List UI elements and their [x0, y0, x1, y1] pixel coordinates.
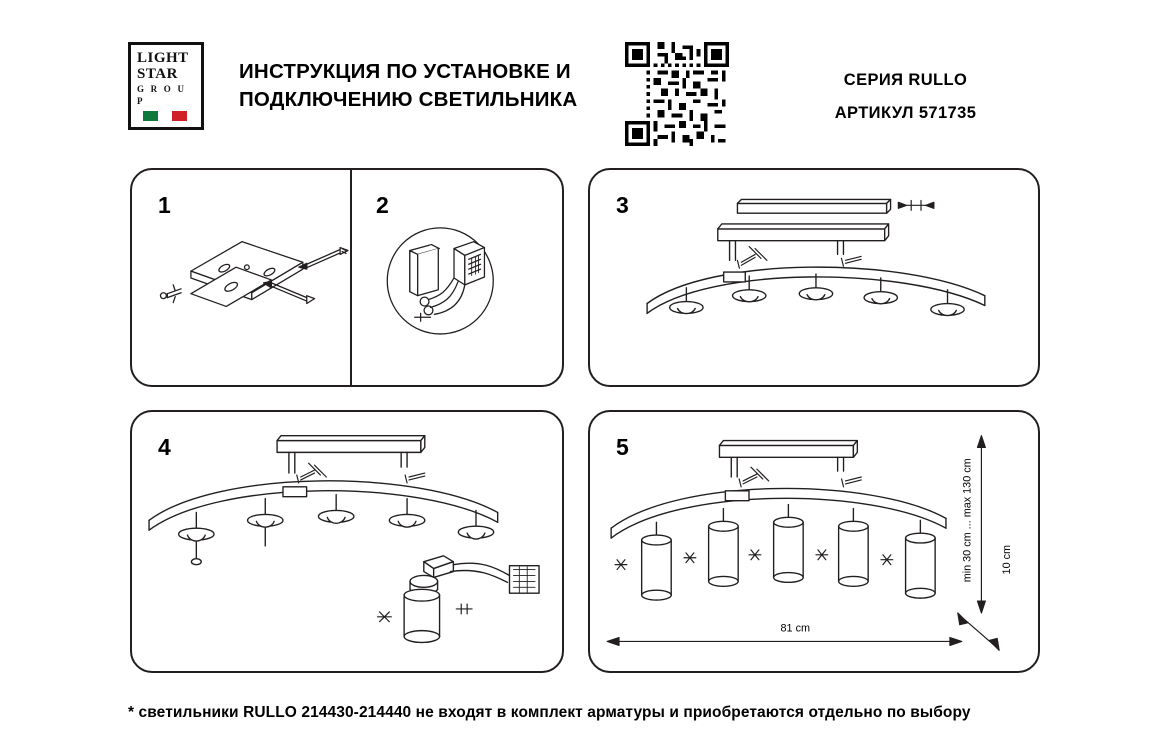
step-4-illustration: [132, 412, 562, 671]
dimension-depth-label: 10 cm: [1000, 544, 1013, 575]
page-title-line-2: ПОДКЛЮЧЕНИЮ СВЕТИЛЬНИКА: [239, 88, 578, 111]
step-number-3: 3: [616, 192, 629, 218]
logo-line-3: G R O U P: [137, 84, 187, 106]
panel-divider: [350, 170, 352, 385]
step-panel-4: [130, 410, 564, 673]
step-number-5: 5: [616, 434, 629, 460]
step-1-2-illustration: [132, 170, 562, 385]
step-number-2: 2: [376, 192, 389, 218]
page-title-line-1: ИНСТРУКЦИЯ ПО УСТАНОВКЕ И: [239, 60, 571, 83]
header: [128, 36, 1043, 136]
italian-flag-icon: [143, 111, 187, 121]
step-panel-1-2: [130, 168, 564, 387]
product-info: [768, 64, 1043, 130]
article-label: АРТИКУЛ 571735: [834, 104, 977, 122]
dimension-width-label: 81 cm: [780, 622, 811, 635]
step-panel-3: [588, 168, 1040, 387]
logo-line-1: LIGHT: [137, 50, 189, 66]
dimension-height-label: min 30 cm ... max 130 cm: [961, 458, 974, 583]
qr-code-icon: [625, 42, 729, 146]
series-label: СЕРИЯ RULLO: [843, 71, 968, 89]
footnote: * светильники RULLO 214430-214440 не входят в комплект арматуры и приобретаются отдельно по выбору: [128, 704, 971, 721]
page-title: [239, 58, 629, 114]
brand-logo: [128, 42, 204, 130]
logo-line-2: STAR: [137, 66, 178, 82]
step-5-illustration: [590, 412, 1038, 671]
step-panel-5: [588, 410, 1040, 673]
step-number-1: 1: [158, 192, 171, 218]
step-number-4: 4: [158, 434, 171, 460]
step-3-illustration: [590, 170, 1038, 385]
